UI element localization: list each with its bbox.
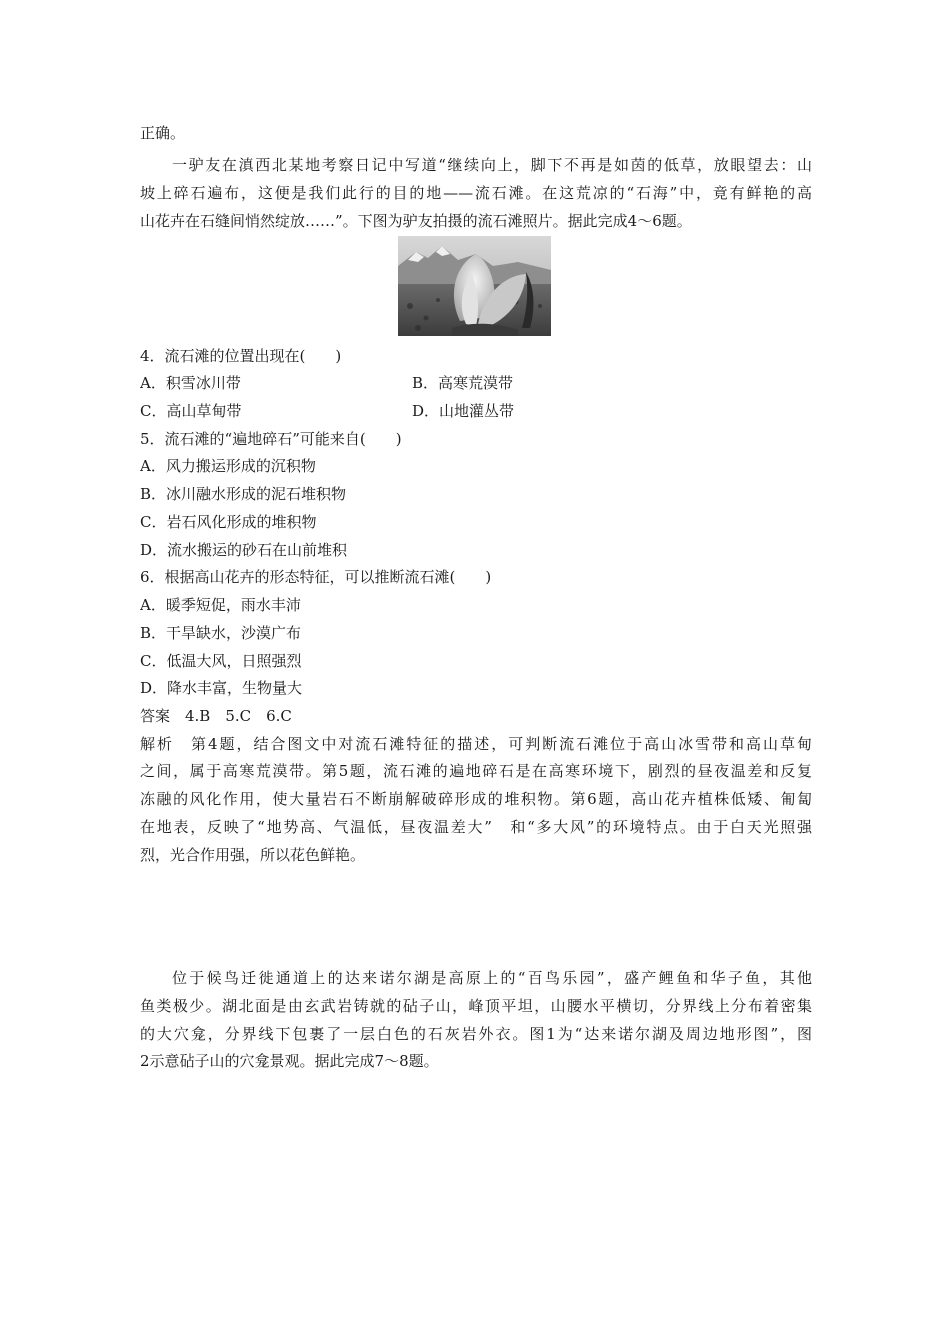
passage2-line: 的大穴龛，分界线下包裹了一层白色的石灰岩外衣。图1为“达来诺尔湖及周边地形图”，图 [140,1025,812,1043]
photo-illustration [398,236,551,336]
q6-option-b: B．干旱缺水，沙漠广布 [140,624,302,642]
passage2-line: 位于候鸟迁徙通道上的达来诺尔湖是高原上的“百鸟乐园”，盛产鲤鱼和华子鱼，其他 [172,969,812,987]
passage1-line: 坡上碎石遍布，这便是我们此行的目的地——流石滩。在这荒凉的“石海”中，竟有鲜艳的高 [140,184,812,202]
q6-stem: 6．根据高山花卉的形态特征，可以推断流石滩( ) [140,568,492,586]
analysis-line: 解析 第4题，结合图文中对流石滩特征的描述，可判断流石滩位于高山冰雪带和高山草甸 [140,735,812,753]
q6-option-a: A．暖季短促，雨水丰沛 [140,596,301,614]
q6-option-c: C．低温大风，日照强烈 [140,652,302,670]
q4-stem: 4．流石滩的位置出现在( ) [140,347,342,365]
scree-flower-photo [398,236,551,336]
q4-option-c: C．高山草甸带 [140,402,242,420]
q5-option-c: C．岩石风化形成的堆积物 [140,513,317,531]
q4-option-a: A．积雪冰川带 [140,374,241,392]
q6-option-d: D．降水丰富，生物量大 [140,679,303,697]
passage1-line: 一驴友在滇西北某地考察日记中写道“继续向上，脚下不再是如茵的低草，放眼望去：山 [172,156,812,174]
answer-line: 答案 4.B 5.C 6.C [140,707,292,725]
q5-option-a: A．风力搬运形成的沉积物 [140,457,316,475]
q5-option-d: D．流水搬运的砂石在山前堆积 [140,541,348,559]
top-text: 正确。 [140,124,186,142]
q4-option-d: D．山地灌丛带 [412,402,515,420]
q5-stem: 5．流石滩的“遍地碎石”可能来自( ) [140,430,402,448]
analysis-line: 烈，光合作用强，所以花色鲜艳。 [140,846,366,864]
passage2-line: 鱼类极少。湖北面是由玄武岩铸就的砧子山，峰顶平坦，山腰水平横切，分界线上分布着密集 [140,997,812,1015]
analysis-line: 冻融的风化作用，使大量岩石不断崩解破碎形成的堆积物。第6题，高山花卉植株低矮、匍匐 [140,790,812,808]
passage2-line: 2示意砧子山的穴龛景观。据此完成7～8题。 [140,1052,439,1070]
q4-option-b: B．高寒荒漠带 [412,374,514,392]
q5-option-b: B．冰川融水形成的泥石堆积物 [140,485,347,503]
analysis-line: 在地表，反映了“地势高、气温低，昼夜温差大” 和“多大风”的环境特点。由于白天光照强 [140,818,812,836]
analysis-line: 之间，属于高寒荒漠带。第5题，流石滩的遍地碎石是在高寒环境下，剧烈的昼夜温差和反复 [140,762,812,780]
passage1-line: 山花卉在石缝间悄然绽放……”。下图为驴友拍摄的流石滩照片。据此完成4～6题。 [140,212,692,230]
